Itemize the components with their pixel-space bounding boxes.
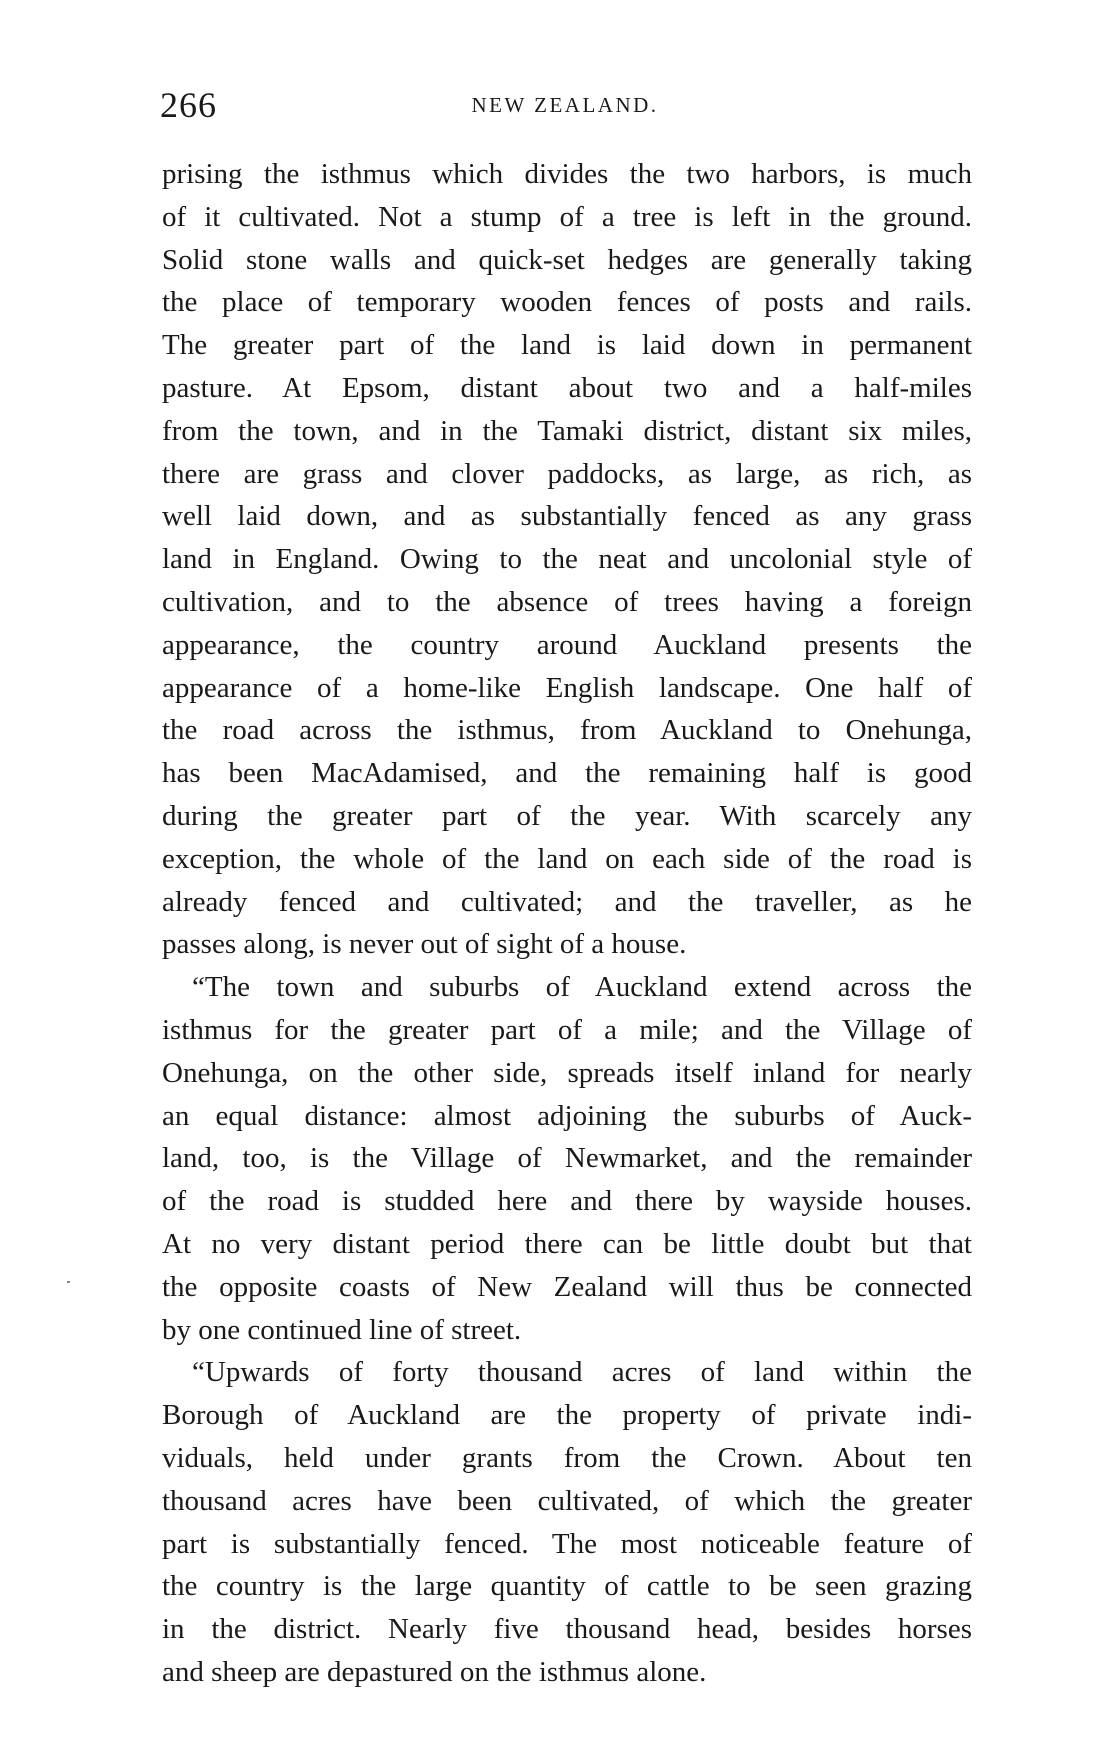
paragraph [162, 1351, 972, 1693]
text-line: from the town, and in the Tamaki district, distant six miles, [162, 414, 972, 447]
text-line: has been MacAdamised, and the remaining half is good [162, 757, 972, 790]
text-line: prising the isthmus which divides the two harbors, is much [162, 158, 972, 190]
text-line: Borough of Auckland are the property of private indi- [162, 1399, 972, 1432]
text-line: already fenced and cultivated; and the traveller, as he [162, 885, 972, 918]
text-line: isthmus for the greater part of a mile; and the Village of [162, 1013, 972, 1046]
body-text [162, 153, 972, 1694]
text-line: viduals, held under grants from the Crown. About ten [162, 1441, 972, 1474]
text-line: “The town and suburbs of Auckland extend across the [192, 971, 972, 1004]
text-line: Solid stone walls and quick-set hedges are generally taking [162, 243, 972, 276]
text-line: the country is the large quantity of cattle to be seen grazing [162, 1570, 972, 1603]
text-line: land in England. Owing to the neat and uncolonial style of [162, 543, 972, 576]
running-title: NEW ZEALAND. [471, 93, 659, 117]
text-line: cultivation, and to the absence of trees having a foreign [162, 585, 972, 618]
page-number: 266 [160, 85, 217, 125]
text-line: the road across the isthmus, from Auckland to Onehunga, [162, 714, 972, 747]
text-line: the place of temporary wooden fences of posts and rails. [162, 286, 972, 319]
text-line: part is substantially fenced. The most noticeable feature of [162, 1527, 972, 1560]
text-line: by one continued line of street. [162, 1313, 522, 1346]
text-line: of the road is studded here and there by wayside houses. [162, 1185, 972, 1218]
text-line: land, too, is the Village of Newmarket, and the remainder [162, 1142, 972, 1175]
paragraph [162, 966, 972, 1351]
text-line: in the district. Nearly five thousand head, besides horses [162, 1613, 972, 1646]
text-line: an equal distance: almost adjoining the suburbs of Auck- [162, 1099, 972, 1132]
text-line: exception, the whole of the land on each side of the road is [162, 842, 972, 875]
text-line: Onehunga, on the other side, spreads itself inland for nearly [162, 1056, 972, 1089]
margin-speck [67, 1281, 70, 1283]
text-line: The greater part of the land is laid down in permanent [162, 329, 972, 362]
text-line: pasture. At Epsom, distant about two and a half-miles [162, 371, 972, 404]
text-line: there are grass and clover paddocks, as large, as rich, as [162, 457, 972, 490]
text-line: passes along, is never out of sight of a house. [162, 928, 687, 961]
text-line: thousand acres have been cultivated, of which the greater [162, 1484, 972, 1517]
text-line: the opposite coasts of New Zealand will thus be connected [162, 1270, 972, 1303]
text-line: of it cultivated. Not a stump of a tree is left in the ground. [162, 200, 972, 233]
text-line: and sheep are depastured on the isthmus alone. [162, 1655, 707, 1688]
running-head [160, 84, 970, 124]
text-line: “Upwards of forty thousand acres of land within the [192, 1356, 972, 1389]
text-line: appearance of a home-like English landscape. One half of [162, 671, 972, 704]
text-line: well laid down, and as substantially fenced as any grass [162, 500, 972, 533]
paragraph [162, 153, 972, 966]
text-line: during the greater part of the year. With scarcely any [162, 799, 972, 832]
text-line: appearance, the country around Auckland presents the [162, 628, 972, 661]
text-line: At no very distant period there can be little doubt but that [162, 1227, 972, 1260]
